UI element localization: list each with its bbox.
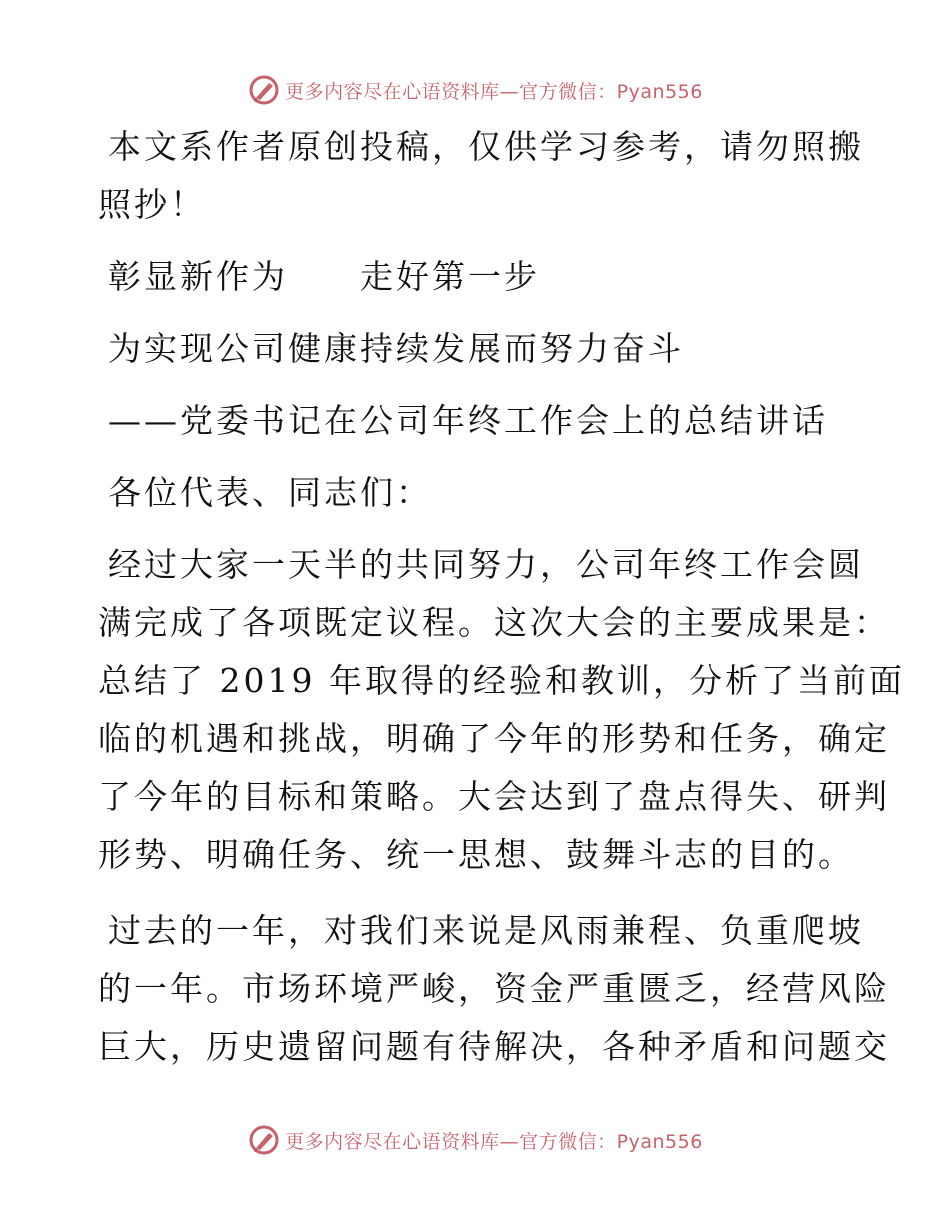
watermark-brand: 更多内容尽在心语资料库: [285, 80, 500, 103]
watermark-contact: —官方微信：Pyan556: [499, 80, 703, 103]
paragraph-line: 形势、明确任务、统一思想、鼓舞斗志的目的。: [98, 835, 854, 874]
salutation: 各位代表、同志们：: [108, 473, 432, 512]
paragraph-line: 经过大家一天半的共同努力，公司年终工作会圆: [108, 545, 864, 584]
paragraph-line: 的一年。市场环境严峻，资金严重匮乏，经营风险: [98, 969, 890, 1008]
pen-logo-icon: [247, 1123, 281, 1157]
pen-logo-icon: [247, 73, 281, 107]
paragraph-2: [98, 902, 890, 1076]
watermark-brand: 更多内容尽在心语资料库: [285, 1130, 500, 1153]
watermark-contact: —官方微信：Pyan556: [499, 1130, 703, 1153]
header-watermark: [0, 70, 950, 110]
paragraph-line: 了今年的目标和策略。大会达到了盘点得失、研判: [98, 777, 890, 816]
paragraph-line: 巨大，历史遗留问题有待解决，各种矛盾和问题交: [98, 1027, 890, 1066]
paragraph-line: 过去的一年，对我们来说是风雨兼程、负重爬坡: [108, 911, 864, 950]
paragraph-line: 满完成了各项既定议程。这次大会的主要成果是：: [98, 603, 890, 642]
title-byline: ——党委书记在公司年终工作会上的总结讲话: [108, 401, 828, 440]
document-body: [98, 118, 905, 1076]
paragraph-line: 总结了 2019 年取得的经验和教训，分析了当前面: [98, 661, 905, 700]
title-main: 彰显新作为 走好第一步: [108, 257, 540, 296]
title-sub: 为实现公司健康持续发展而努力奋斗: [108, 329, 684, 368]
notice-line-2: 照抄！: [98, 185, 206, 224]
notice-line-1: 本文系作者原创投稿，仅供学习参考，请勿照搬: [108, 127, 864, 166]
paragraph-line: 临的机遇和挑战，明确了今年的形势和任务，确定: [98, 719, 890, 758]
paragraph-1: [98, 536, 905, 884]
footer-watermark: [0, 1120, 950, 1160]
